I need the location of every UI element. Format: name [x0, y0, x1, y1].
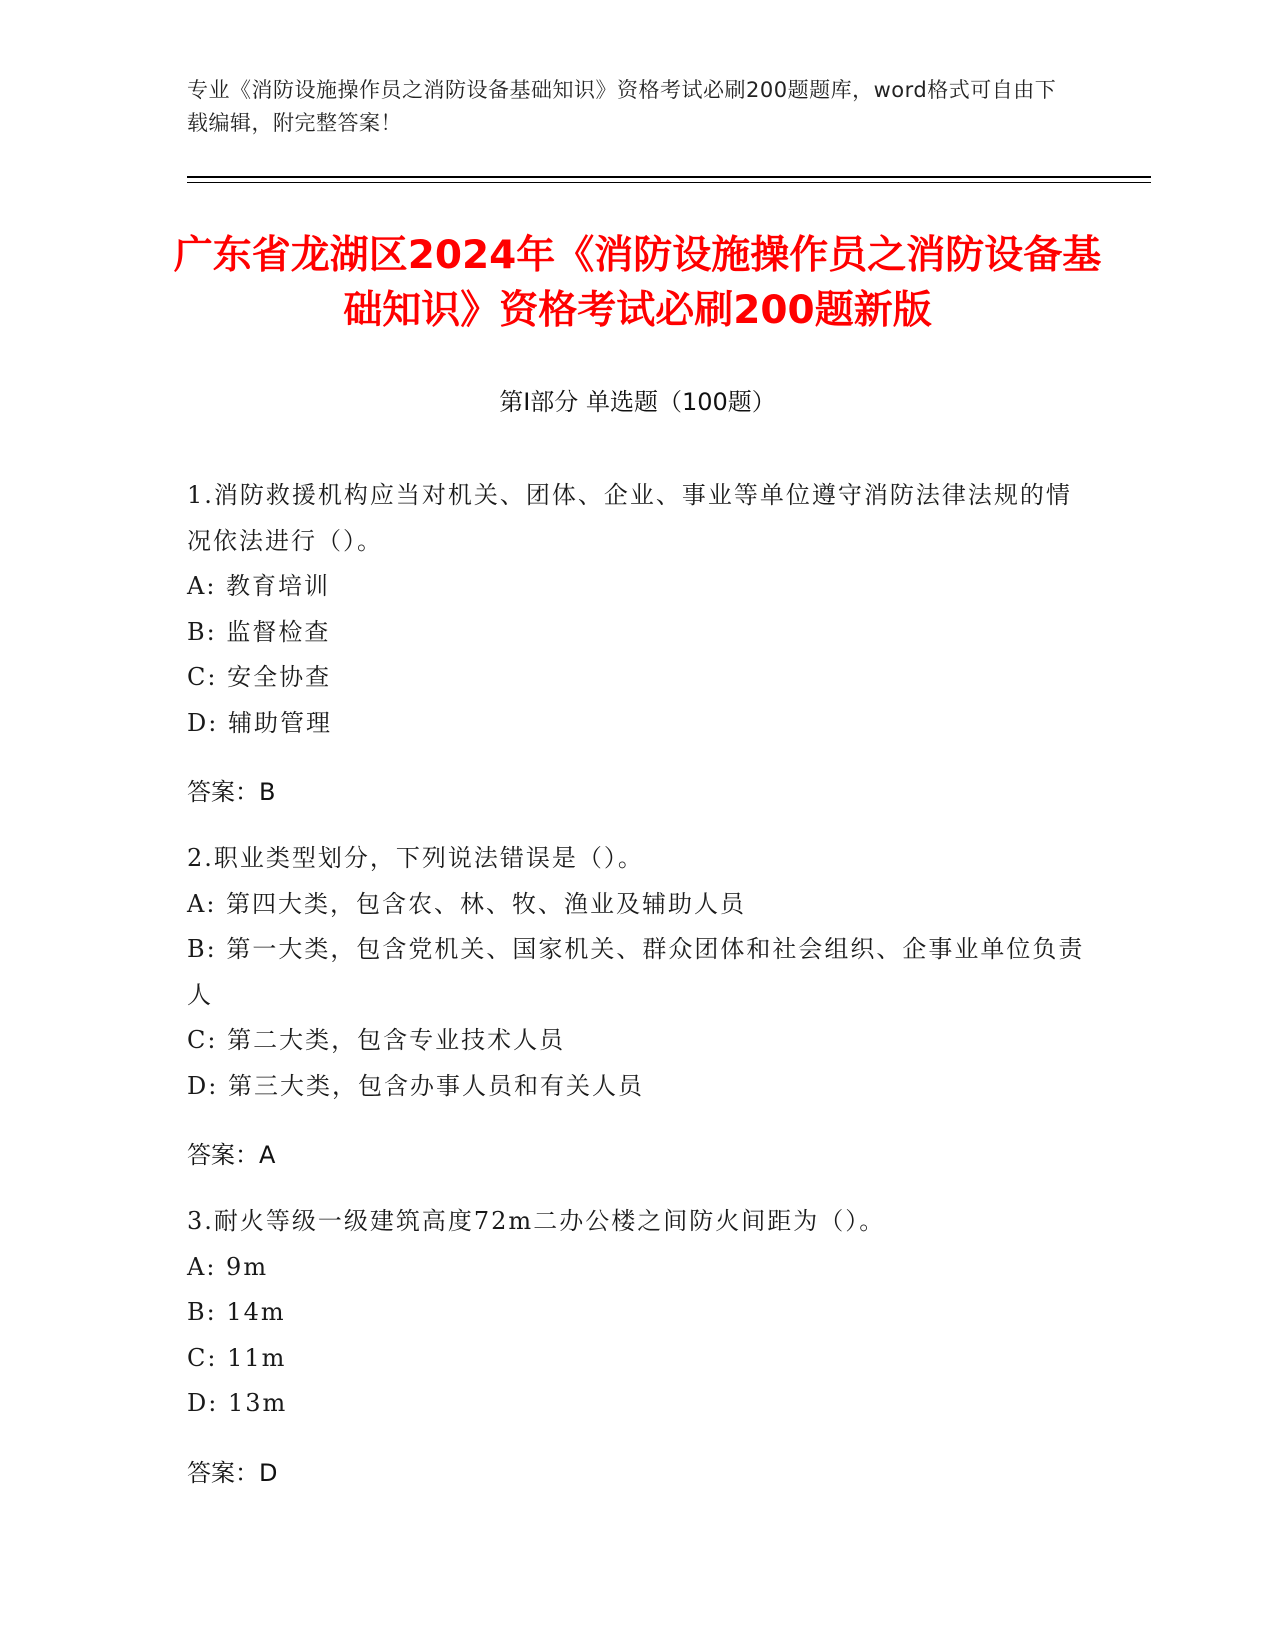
question-stem: 1.消防救援机构应当对机关、团体、企业、事业等单位遵守消防法律法规的情况依法进行（）。: [187, 481, 1072, 555]
question-stem: 2.职业类型划分，下列说法错误是（）。: [187, 844, 644, 872]
answer-line: 答案：B: [187, 778, 276, 806]
question-2: [187, 836, 1087, 1203]
option-d: D: 辅助管理: [187, 708, 332, 737]
question-1: [187, 473, 1087, 840]
option-c: C: 安全协查: [187, 663, 332, 691]
document-title: 广东省龙湖区2024年《消防设施操作员之消防设备基础知识》资格考试必刷200题新版: [173, 233, 1102, 333]
section-title: 第I部分 单选题（100题）: [499, 388, 776, 416]
option-c: C: 第二大类，包含专业技术人员: [187, 1026, 566, 1054]
header-divider-thick: [187, 176, 1151, 178]
option-b: B: 监督检查: [187, 617, 331, 646]
option-a: A: 9m: [187, 1252, 269, 1281]
option-b: B: 14m: [187, 1298, 286, 1326]
option-a: A: 第四大类，包含农、林、牧、渔业及辅助人员: [187, 889, 747, 918]
question-3: [187, 1199, 1087, 1520]
option-c: C: 11m: [187, 1343, 287, 1372]
option-d: D: 第三大类，包含办事人员和有关人员: [187, 1071, 644, 1100]
option-b: B: 第一大类，包含党机关、国家机关、群众团体和社会组织、企事业单位负责人: [187, 935, 1085, 1009]
answer-line: 答案：A: [187, 1141, 276, 1169]
answer-line: 答案：D: [187, 1458, 278, 1487]
option-a: A: 教育培训: [187, 572, 331, 600]
option-d: D: 13m: [187, 1389, 288, 1417]
header-divider-thin: [187, 182, 1151, 183]
question-stem: 3.耐火等级一级建筑高度72m二办公楼之间防火间距为（）。: [187, 1207, 886, 1235]
header-note: 专业《消防设施操作员之消防设备基础知识》资格考试必刷200题题库，word格式可自由下载编辑，附完整答案！: [187, 78, 1057, 135]
